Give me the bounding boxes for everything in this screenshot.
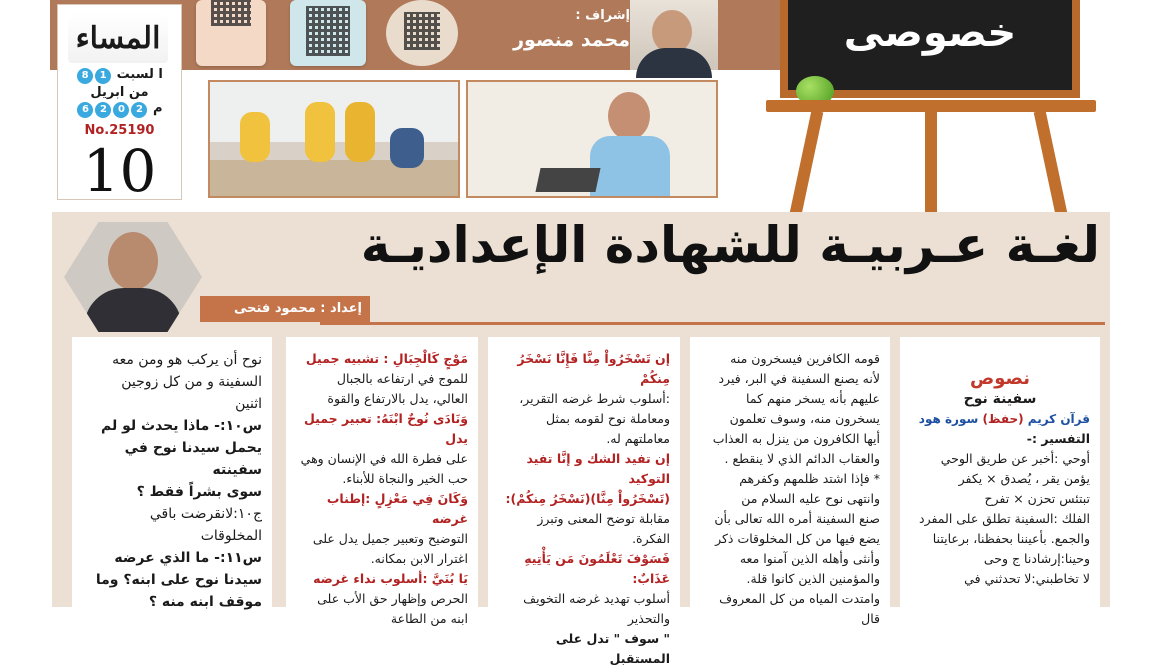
supervisor-role: إشراف : (575, 8, 630, 23)
text-line: لا تخاطبني:لا تحدثني في (964, 571, 1090, 586)
text-line: ج١٠:لانقرضت باقي (149, 506, 262, 522)
student-figure (240, 112, 270, 162)
text-line: وَنَادَى نُوحٌ ابْنَهُ: تعبير جميل يدل (303, 411, 468, 446)
text-line: وحينا:إرشادنا ج وحى (983, 551, 1090, 566)
text-line: يضع فيها من كل المخلوقات ذكر (715, 531, 880, 546)
text-line: يحمل سيدنا نوح في سفينته (124, 440, 262, 478)
column-5 (72, 337, 272, 610)
author-label: إعداد : محمود فتحى (200, 296, 370, 322)
text-line: وأنثى وأهله الذين آمنوا معه (739, 551, 880, 566)
text-line: وامتدت المياه من كل المعروف قال (719, 591, 880, 626)
text-line: س١٠:- ماذا يحدث لو لم (100, 418, 262, 434)
qr-code-icon (404, 12, 440, 50)
text-line: اغترار الابن بمكانه. (370, 551, 468, 566)
masthead-day: ا لسبت 18 (62, 67, 177, 84)
text-line: مقابلة توضح المعنى وتبرز (537, 511, 670, 526)
qr-card-frame (290, 0, 366, 66)
text-line: يَا بُنَيَّ :أسلوب نداء غرضه (313, 571, 468, 586)
tafsir-heading: التفسير :- (1026, 431, 1090, 446)
text-line: الفكرة. (632, 531, 670, 546)
page-number: 10 (82, 137, 157, 205)
student-figure (390, 128, 424, 168)
qr-card-mail (196, 0, 266, 66)
text-line: أيها الكافرون من ينزل به العذاب (712, 431, 880, 446)
column-3 (488, 337, 680, 666)
text-line: الفلك :السفينة تطلق على المفرد (919, 511, 1090, 526)
suit-icon (636, 48, 712, 78)
page-title: لغـة عـربيـة للشهادة الإعداديـة (360, 216, 1100, 274)
text-line: ابنه من الطاعة (390, 611, 468, 626)
source-reference: قرآن كريم (حفظ) سورة هود (918, 412, 1090, 426)
text-line: اثنين (235, 396, 262, 412)
text-line: سوى بشراً فقط ؟ (136, 484, 262, 500)
classroom-photo (208, 80, 460, 198)
text-line: يسخرون منه، وسوف تعلمون (729, 411, 880, 426)
text-line: يؤمن يقر ، يُصدق × يكفر (958, 471, 1090, 486)
text-line: لأنه يصنع السفينة في البر، فيرد (718, 371, 880, 386)
easel-leg (1034, 110, 1069, 220)
title-divider (320, 322, 1105, 325)
column-4 (286, 337, 478, 626)
text-line: والعقاب الدائم الذي لا ينقطع . (724, 451, 880, 466)
issue-number: No.25190 (84, 123, 155, 138)
text-line: السفينة و من كل زوجين (121, 374, 262, 390)
text-line: إن تَسْخَرُواْ مِنَّا فَإِنَّا نَسْخَرُ مِنكُمْ (517, 351, 670, 386)
supervisor-photo (630, 0, 718, 70)
text-line: العالي، يدل بالارتفاع والقوة (327, 391, 468, 406)
text-line: والتحذير (627, 611, 670, 626)
text-line: فَسَوْفَ تَعْلَمُونَ مَن يَأْتِيهِ عَذَابٌ: (524, 551, 670, 586)
text-line: المخلوقات (200, 528, 262, 544)
qr-code-icon (306, 6, 350, 56)
section-title: نصوص (970, 368, 1030, 389)
masthead-month: من ابريل (90, 85, 149, 100)
text-line: ومعاملة نوح لقومه بمثل (546, 411, 670, 426)
newspaper-logo: المساء (68, 13, 168, 63)
face-icon (108, 232, 158, 290)
column-2 (690, 337, 890, 626)
text-line: :أسلوب شرط غرضه التقرير، (519, 391, 670, 406)
text-line: حب الخير والنجاة للأبناء. (342, 471, 468, 486)
text-line: والجمع. بأعيننا بحفظنا، برعايتنا (932, 531, 1090, 546)
qr-code-icon (211, 0, 251, 26)
text-line: سيدنا نوح على ابنه؟ وما (95, 572, 262, 588)
supervisor-name: محمد منصور (513, 29, 630, 51)
masthead-year: م 2026 (62, 101, 177, 118)
photo-desk (210, 160, 458, 196)
student-photo (466, 80, 718, 198)
shirt-shape (590, 136, 670, 196)
tablet-icon (535, 168, 600, 192)
text-line: للموج في ارتفاعه بالجبال (336, 371, 468, 386)
text-line: وانتهى نوح عليه السلام من (741, 491, 880, 506)
text-line: الحرص وإظهار حق الأب على (317, 591, 468, 606)
text-line: صنع السفينة أمره الله تعالى بأن (714, 511, 880, 526)
face-icon (608, 92, 650, 140)
qr-card-round (386, 0, 458, 66)
text-line: موقف ابنه منه ؟ (148, 594, 262, 610)
text-line: (تَسْخَرُواْ مِنَّا)(نَسْخَرُ مِنكُمْ): (505, 491, 670, 506)
text-line: معاملتهم له. (606, 431, 670, 446)
text-line: * فإذا اشتد ظلمهم وكفرهم (739, 471, 880, 486)
column-1 (900, 337, 1100, 607)
text-line: س١١:- ما الذي عرضه (114, 550, 262, 566)
text-line: تبتئس تحزن × تفرح (984, 491, 1090, 506)
text-line: أوحي :أخبر عن طريق الوحي (940, 451, 1090, 466)
text-line: مَوْجٍ كَالْجِبَالِ : تشبيه جميل (305, 351, 468, 366)
chalkboard-title: خصوصى (843, 10, 1017, 56)
text-line: نوح أن يركب هو ومن معه (112, 352, 262, 368)
text-line: أسلوب تهديد غرضه التخويف (523, 591, 670, 606)
student-figure (345, 102, 375, 162)
text-line: على فطرة الله في الإنسان وهي (300, 451, 468, 466)
text-line: والمؤمنين الذين كانوا قلة. (746, 571, 880, 586)
text-line: إن تفيد الشك و إنَّا تفيد التوكيد (526, 451, 670, 486)
text-line: عليهم بأنه يسخر منهم كما (746, 391, 880, 406)
masthead (57, 4, 182, 205)
text-line: التوضيح وتعبير جميل يدل على (312, 531, 468, 546)
section-subtitle: سفينة نوح (963, 391, 1037, 407)
text-line: وَكَانَ فِي مَعْزِلٍ :إطناب غرضه (326, 491, 468, 526)
text-line: " سوف " تدل على المستقبل (555, 631, 670, 666)
supervisor-block (470, 8, 630, 51)
easel-leg (789, 110, 824, 220)
text-line: قومه الكافرين فيسخرون منه (730, 351, 880, 366)
easel-leg (925, 110, 937, 220)
student-figure (305, 102, 335, 162)
suit-icon (84, 288, 182, 338)
